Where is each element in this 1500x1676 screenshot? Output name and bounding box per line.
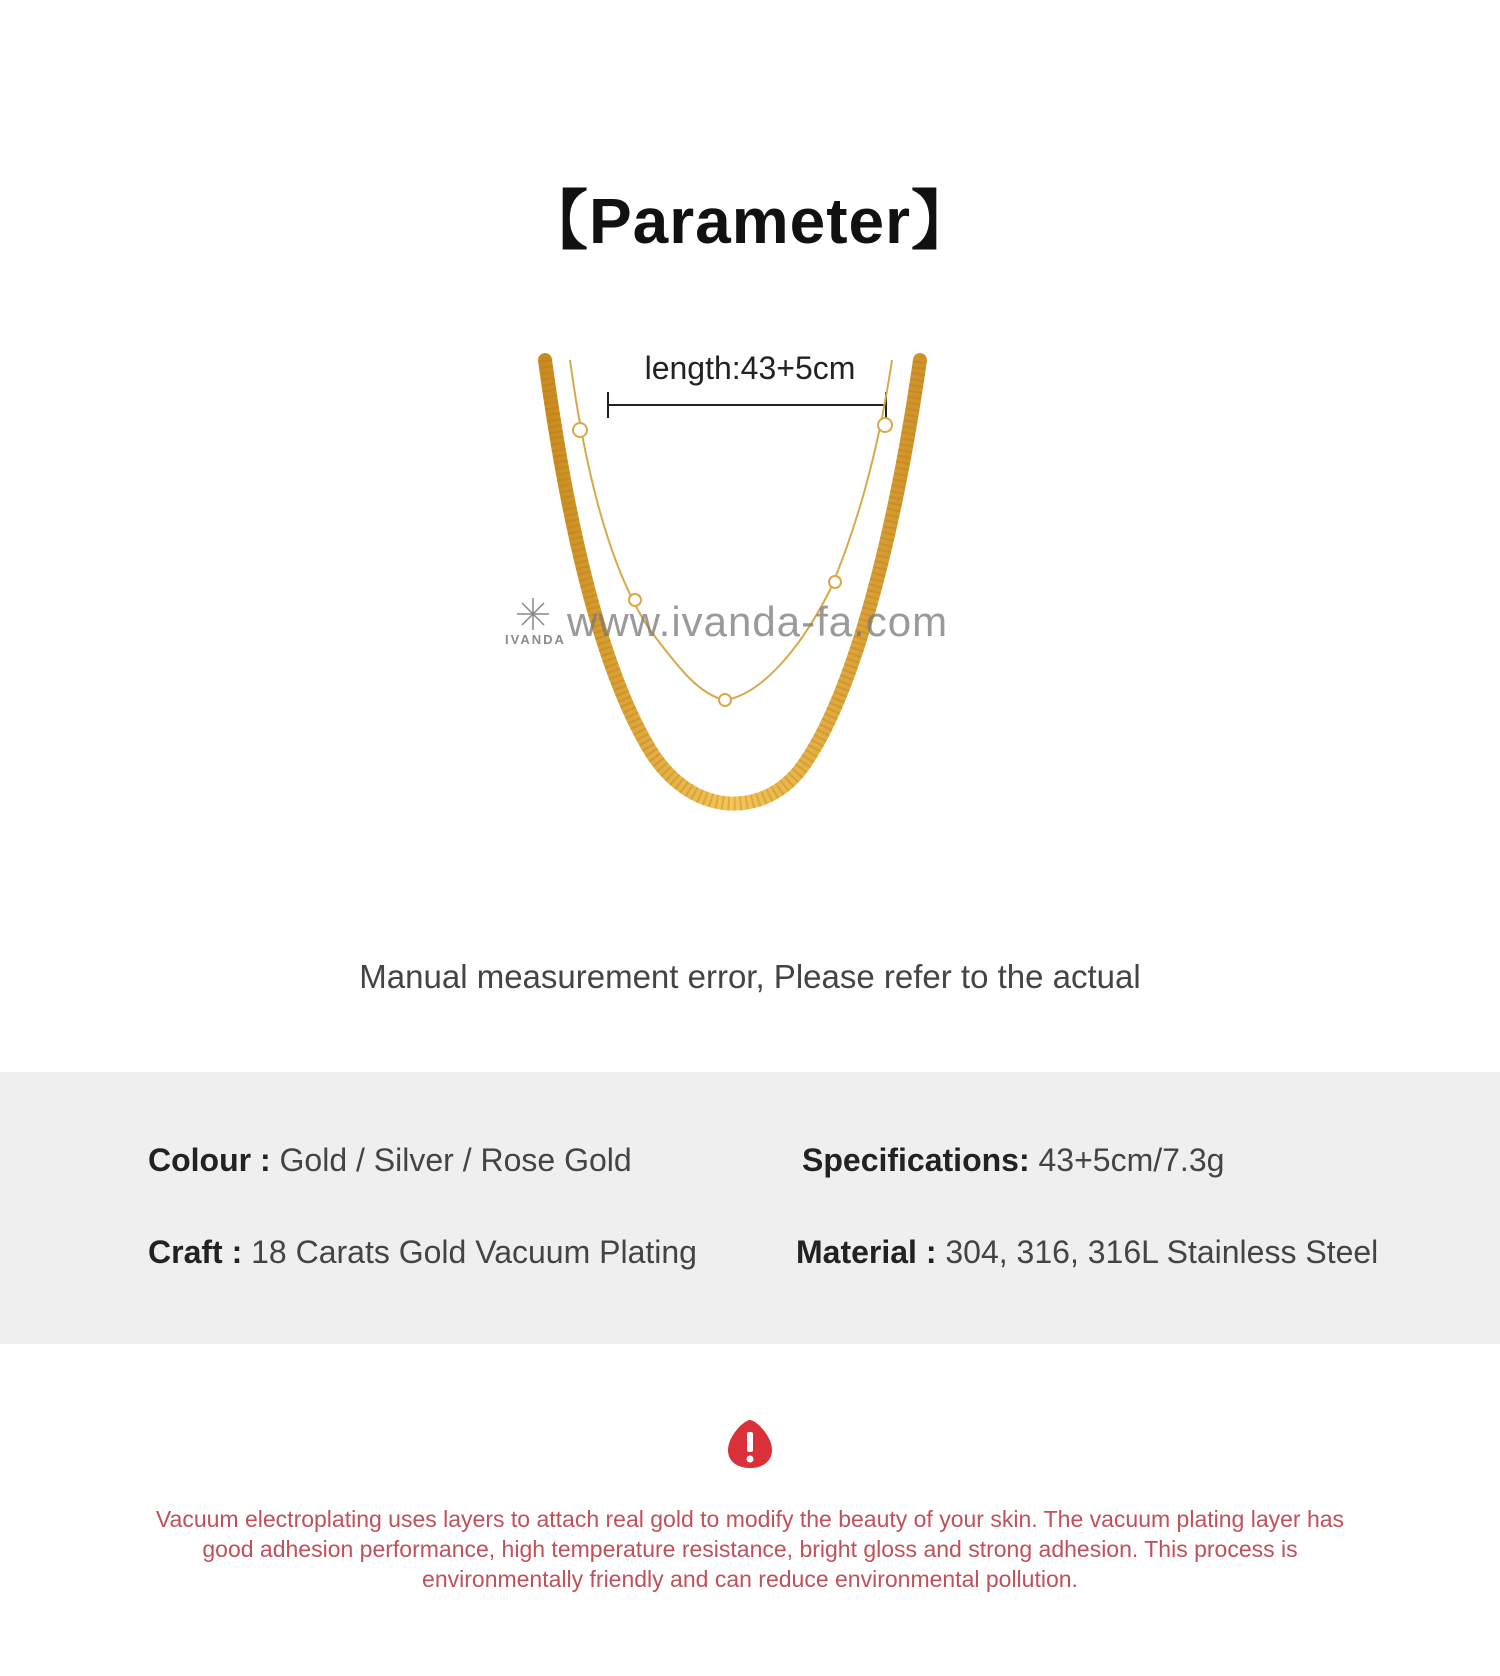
param-material xyxy=(796,1234,1378,1271)
measurement-bar xyxy=(608,392,886,418)
parameters-panel xyxy=(0,1072,1500,1344)
param-colour xyxy=(148,1142,632,1179)
param-craft-value: 18 Carats Gold Vacuum Plating xyxy=(251,1234,697,1270)
measurement-note: Manual measurement error, Please refer to the actual xyxy=(359,958,1141,995)
plating-disclaimer: Vacuum electroplating uses layers to attach real gold to modify the beauty of your skin. The vacuum plating layer has good adhesion performance, high temperature resistance, bright gloss and strong adhesion. This process is environmentally friendly and can reduce environmental pollution. xyxy=(155,1506,1345,1592)
param-material-value: 304, 316, 316L Stainless Steel xyxy=(945,1234,1379,1270)
page-title: 【Parameter】 xyxy=(523,185,977,257)
param-colour-label: Colour : xyxy=(148,1142,271,1178)
param-specifications-value: 43+5cm/7.3g xyxy=(1038,1142,1225,1178)
length-label: length:43+5cm xyxy=(644,350,856,386)
param-specifications-label: Specifications: xyxy=(802,1142,1030,1178)
chain-stones xyxy=(573,418,892,706)
warning-icon xyxy=(726,1418,774,1470)
param-craft-label: Craft : xyxy=(148,1234,243,1270)
watermark-url: www.ivanda-fa.com xyxy=(567,598,949,645)
param-craft xyxy=(148,1234,697,1271)
snake-chain xyxy=(545,360,920,804)
watermark xyxy=(505,596,965,656)
watermark-brand: IVANDA xyxy=(505,632,566,647)
param-specifications xyxy=(802,1142,1224,1179)
star-logo-icon xyxy=(515,596,551,632)
param-material-label: Material : xyxy=(796,1234,937,1270)
param-colour-value: Gold / Silver / Rose Gold xyxy=(279,1142,632,1178)
